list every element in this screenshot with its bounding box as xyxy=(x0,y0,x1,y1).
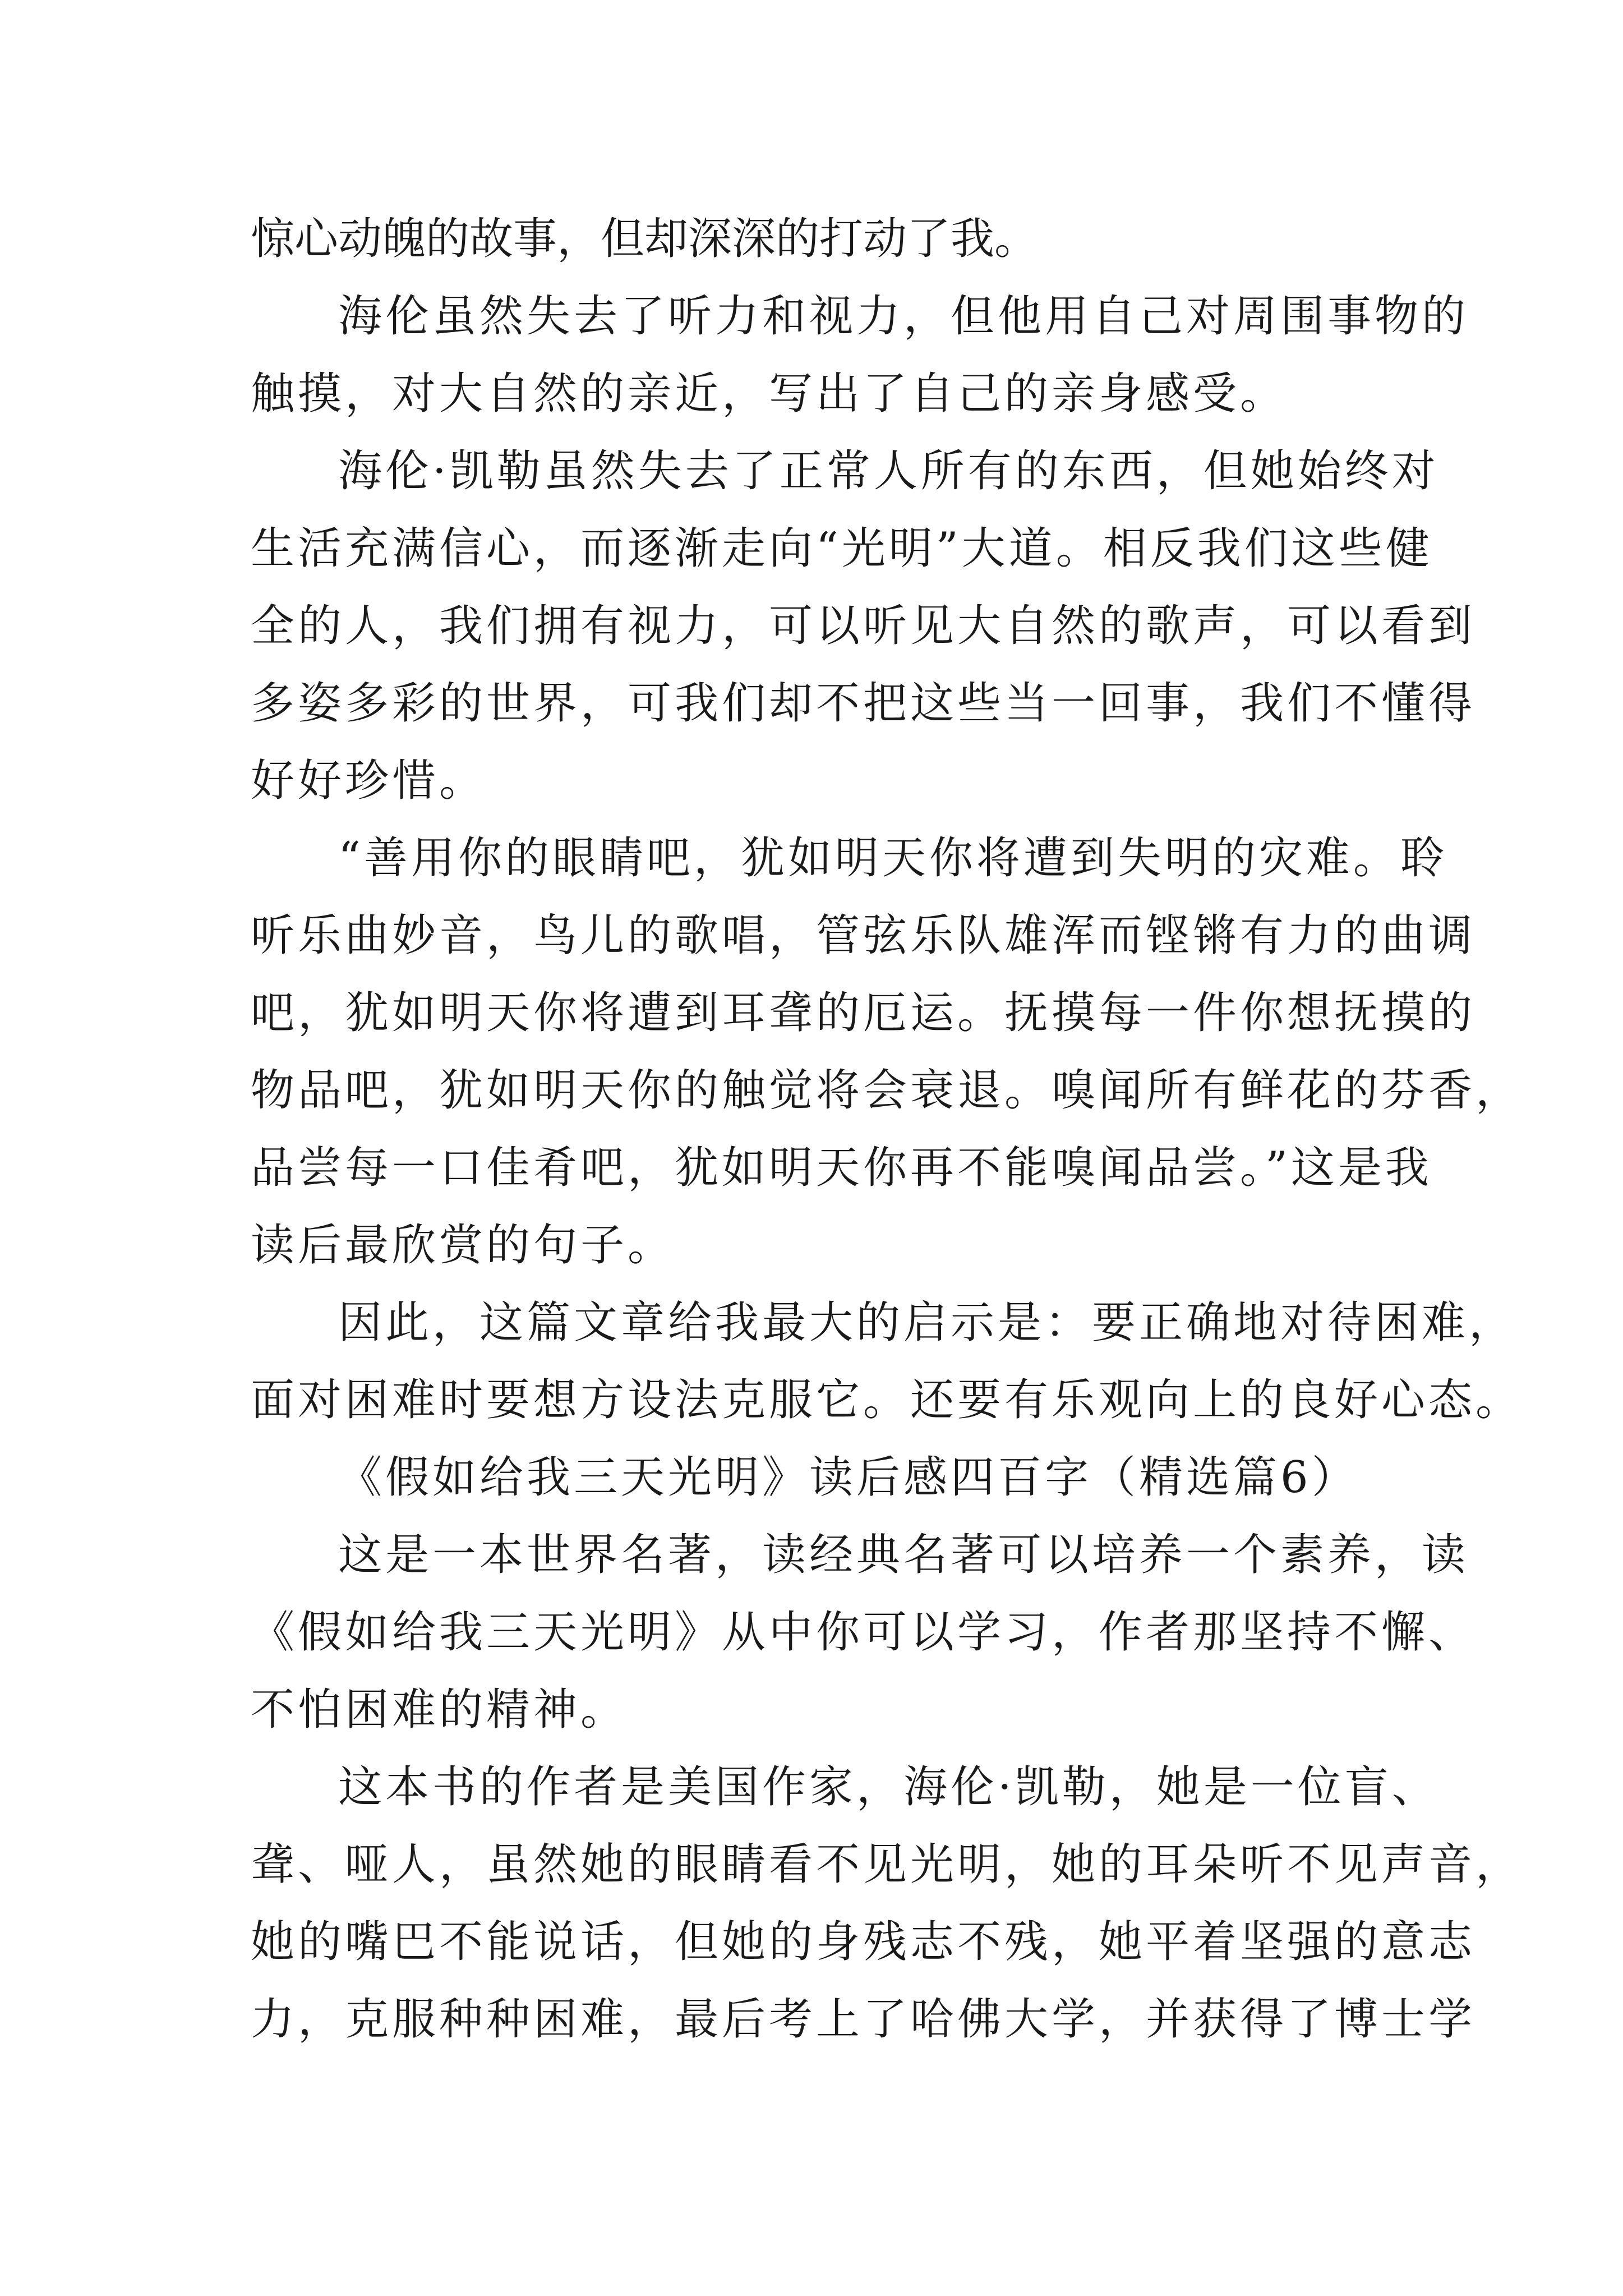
paragraph-line: “善用你的眼睛吧，犹如明天你将遭到失明的灾难。聆 xyxy=(338,833,1447,884)
paragraph-line: 聋、哑人，虽然她的眼睛看不见光明，她的耳朵听不见声音， xyxy=(251,1839,1523,1890)
paragraph-line: 好好珍惜。 xyxy=(251,756,487,806)
paragraph-line: 力，克服种种困难，最后考上了哈佛大学，并获得了博士学 xyxy=(251,1994,1476,2045)
section-heading: 《假如给我三天光明》读后感四百字（精选篇6） xyxy=(338,1452,1359,1503)
paragraph-line: 触摸，对大自然的亲近，写出了自己的亲身感受。 xyxy=(251,369,1288,419)
paragraph-line: 海伦虽然失去了听力和视力，但他用自己对周围事物的 xyxy=(338,291,1469,342)
paragraph-line: 读后最欣赏的句子。 xyxy=(251,1220,675,1271)
paragraph-line: 生活充满信心，而逐渐走向“光明”大道。相反我们这些健 xyxy=(251,523,1433,574)
paragraph-line: 她的嘴巴不能说话，但她的身残志不残，她平着坚强的意志 xyxy=(251,1917,1476,1967)
paragraph-line: 全的人，我们拥有视力，可以听见大自然的歌声，可以看到 xyxy=(251,601,1476,651)
paragraph-line: 物品吧，犹如明天你的触觉将会衰退。嗅闻所有鲜花的芬香， xyxy=(251,1065,1523,1116)
paragraph-line: 这是一本世界名著，读经典名著可以培养一个素养，读 xyxy=(338,1530,1469,1580)
paragraph-line: 品尝每一口佳肴吧，犹如明天你再不能嗅闻品尝。”这是我 xyxy=(251,1143,1432,1193)
paragraph-line: 不怕困难的精神。 xyxy=(251,1685,628,1735)
paragraph-line: 惊心动魄的故事，但却深深的打动了我。 xyxy=(251,214,1039,264)
paragraph-line: 多姿多彩的世界，可我们却不把这些当一回事，我们不懂得 xyxy=(251,678,1476,729)
paragraph-line: 吧，犹如明天你将遭到耳聋的厄运。抚摸每一件你想抚摸的 xyxy=(251,988,1476,1038)
paragraph-line: 听乐曲妙音，鸟儿的歌唱，管弦乐队雄浑而铿锵有力的曲调 xyxy=(251,910,1476,961)
paragraph-line: 面对困难时要想方设法克服它。还要有乐观向上的良好心态。 xyxy=(251,1375,1523,1425)
paragraph-line: 海伦·凯勒虽然失去了正常人所有的东西，但她始终对 xyxy=(338,446,1439,496)
paragraph-line: 因此，这篇文章给我最大的启示是：要正确地对待困难， xyxy=(338,1297,1516,1348)
paragraph-line: 《假如给我三天光明》从中你可以学习，作者那坚持不懈、 xyxy=(251,1607,1476,1658)
paragraph-line: 这本书的作者是美国作家，海伦·凯勒，她是一位盲、 xyxy=(338,1762,1439,1812)
